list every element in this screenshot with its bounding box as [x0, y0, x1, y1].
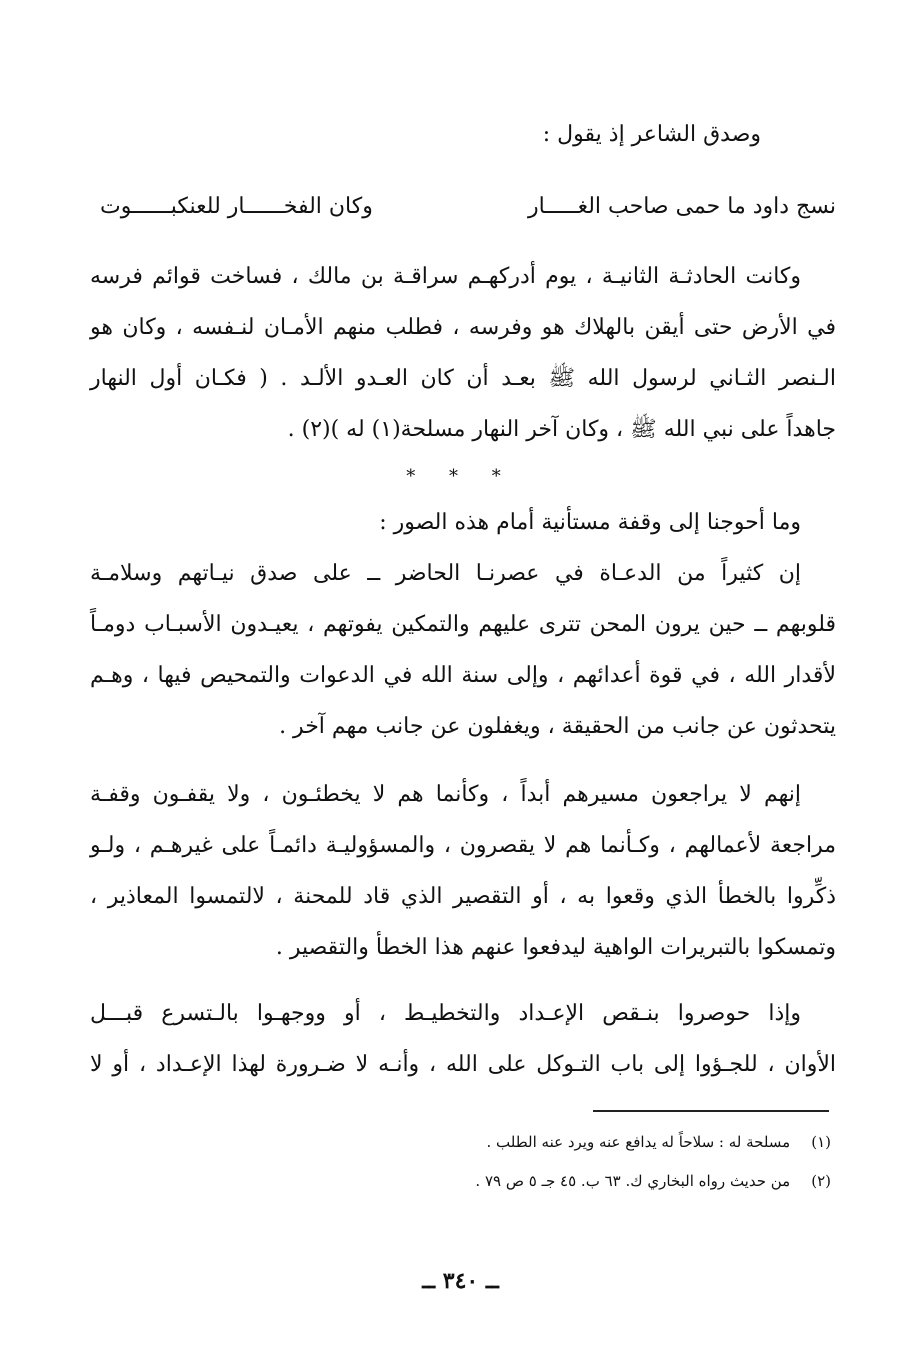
para2-intro: وما أحوجنا إلى وقفة مستأنية أمام هذه الصور :	[379, 510, 801, 535]
footnote-1-number: (١)	[811, 1133, 831, 1151]
para1-line-3: الـنصر الثـاني لرسول الله ﷺ بعـد أن كان العـدو الألـد . ( فكـان أول النهار	[90, 366, 836, 391]
para3-line-1: إنهم لا يراجعون مسيرهم أبداً ، وكأنما هم لا يخطئـون ، ولا يقفـون وقفـة	[90, 782, 801, 807]
para4-line-2: الأوان ، للجـؤوا إلى باب التـوكل على الله ، وأنـه لا ضـرورة لهذا الإعـداد ، أو لا	[90, 1052, 836, 1077]
para1-line-1: وكانت الحادثـة الثانيـة ، يوم أدركهـم سراقـة بن مالك ، فساخت قوائم فرسه	[90, 264, 801, 289]
verse-first-hemistich: نسج داود ما حمى صاحب الغـــــار	[528, 194, 836, 219]
section-separator: * * *	[406, 466, 515, 487]
para1-line-2: في الأرض حتى أيقن بالهلاك هو وفرسه ، فطلب منهم الأمـان لنـفسه ، وكان هو	[90, 315, 837, 340]
para3-line-2: مراجعة لأعمالهم ، وكـأنما هم لا يقصرون ، والمسؤوليـة دائمـاً على غيرهـم ، ولـو	[90, 833, 836, 858]
para1-line-4: جاهداً على نبي الله ﷺ ، وكان آخر النهار مسلحة(١) له )(٢) .	[287, 417, 836, 442]
footnote-divider	[593, 1110, 829, 1112]
para3-line-4: وتمسكوا بالتبريرات الواهية ليدفعوا عنهم هذا الخطأ والتقصير .	[275, 935, 836, 960]
footnote-2	[475, 1170, 831, 1192]
para3-line-3: ذكِّروا بالخطأ الذي وقعوا به ، أو التقصير الذي قاد للمحنة ، لالتمسوا المعاذير ،	[90, 884, 836, 909]
page-number: ــ ٣٤٠ ــ	[422, 1268, 499, 1294]
para2-line-2: قلوبهم ــ حين يرون المحن تترى عليهم والتمكين يفوتهم ، يعيـدون الأسبـاب دومـاً	[90, 612, 836, 637]
para2-line-3: لأقدار الله ، في قوة أعدائهم ، وإلى سنة الله في الدعوات والتمحيص فيها ، وهـم	[90, 663, 836, 688]
intro-line: وصدق الشاعر إذ يقول :	[542, 122, 761, 147]
footnote-2-text: من حديث رواه البخاري ك. ٦٣ ب. ٤٥ جـ ٥ ص ٧٩ .	[475, 1172, 791, 1190]
footnote-2-number: (٢)	[811, 1172, 831, 1190]
para4-line-1: وإذا حوصروا بنـقص الإعـداد والتخطيـط ، أو ووجهـوا بالـتسرع قبـــل	[90, 1001, 801, 1026]
footnote-1-text: مسلحة له : سلاحاً له يدافع عنه ويرد عنه الطلب .	[486, 1133, 791, 1151]
footnote-1	[487, 1131, 832, 1153]
para2-line-4: يتحدثون عن جانب من الحقيقة ، ويغفلون عن جانب مهم آخر .	[279, 714, 836, 739]
verse-second-hemistich: وكان الفخــــــار للعنكبــــــوت	[100, 194, 373, 219]
para2-line-1: إن كثيراً من الدعـاة في عصرنـا الحاضر ــ على صدق نيـاتهم وسلامـة	[90, 561, 801, 586]
